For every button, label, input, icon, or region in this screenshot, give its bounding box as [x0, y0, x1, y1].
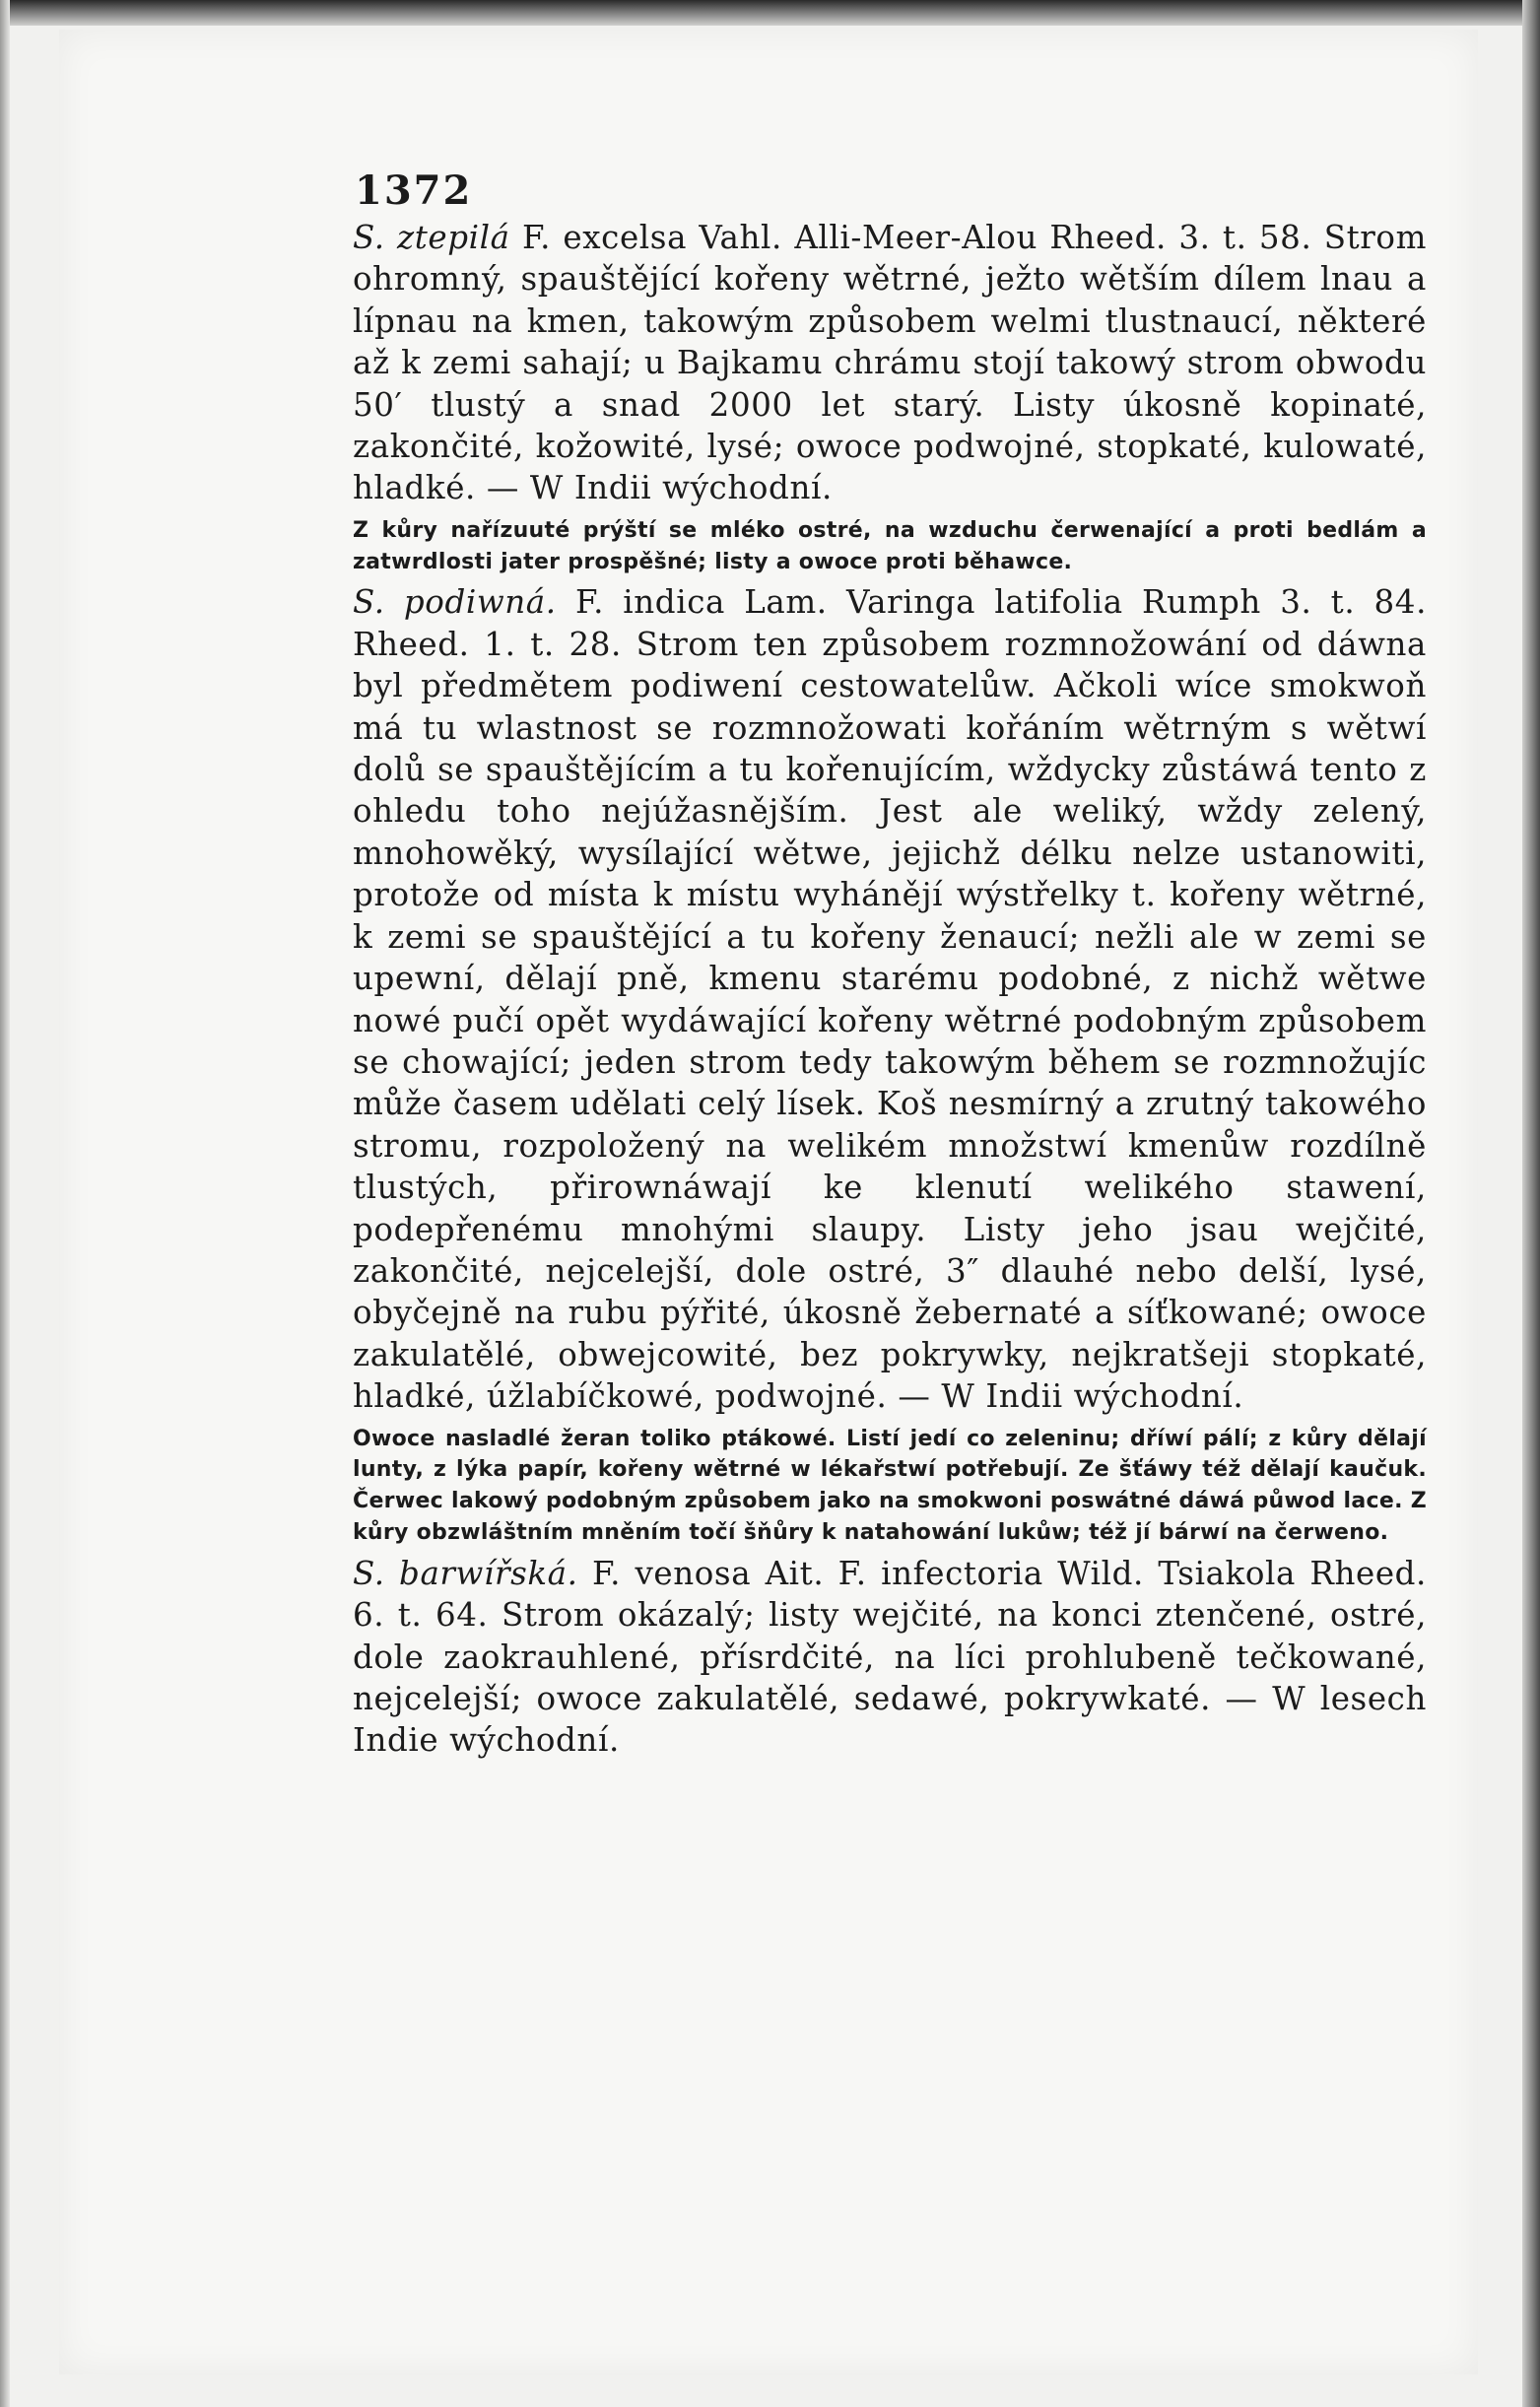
entry-text: F. excelsa Vahl. Alli-Meer-Alou Rheed. 3. t. 58. Strom ohromný, spauštějící kořeny wětrné, ježto wětším dílem lnau a lípnau na kmen, takowým způsobem welmi tlustnaucí, některé až k zemi sahají; u Bajkamu chrámu stojí takowý strom obwodu 50′ tlustý a snad 2000 let starý. Listy úkosně kopinaté, zakončité, kožowité, lysé; owoce podwojné, stopkaté, kulowaté, hladké. — W Indii wýchodní.	[353, 219, 1427, 507]
scan-top-edge	[0, 0, 1540, 26]
scan-right-edge	[1522, 0, 1540, 2407]
page-number: 1372	[355, 167, 473, 214]
entry-paragraph	[353, 581, 1427, 1417]
species-name: S. podiwná.	[353, 583, 557, 622]
entry-paragraph	[353, 217, 1427, 509]
entry-paragraph	[353, 1553, 1427, 1762]
entry-text: F. indica Lam. Varinga latifolia Rumph 3. t. 84. Rheed. 1. t. 28. Strom ten způsobem rozmnožowání od dáwna byl předmětem podiwení cestowatelůw. Ačkoli wíce smokwoň má tu wlastnost se rozmnožowati kořáním wětrným s wětwí dolů se spauštějícím a tu kořenujícím, wždycky zůstáwá tento z ohledu toho nejúžasnějším. Jest ale weliký, wždy zelený, mnohowěký, wysílající wětwe, jejichž délku nelze ustanowiti, protože od místa k místu wyhánějí wýstřelky t. kořeny wětrné, k zemi se spauštějící a tu kořeny ženaucí; nežli ale w zemi se upewní, dělají pně, kmenu starému podobné, z nichž wětwe nowé pučí opět wydáwající kořeny wětrné podobným způsobem se chowající; jeden strom tedy takowým během se rozmnožujíc může časem udělati celý lísek. Koš nesmírný a zrutný takowého stromu, rozpoložený na welikém množstwí kmenůw rozdílně tlustých, přirownáwají ke klenutí welikého stawení, podepřenému mnohými slaupy. Listy jeho jsau wejčité, zakončité, nejcelejší, dole ostré, 3″ dlauhé nebo delší, lysé, obyčejně na rubu pýřité, úkosně žebernaté a síťkowané; owoce zakulatělé, obwejcowité, bez pokrywky, nejkratšeji stopkaté, hladké, úžlabíčkowé, podwojné. — W Indii wýchodní.	[353, 583, 1428, 1416]
entry-note: Z kůry nařízuuté prýští se mléko ostré, na wzduchu čerwenající a proti bedlám a zatwrdlosti jater prospěšné; listy a owoce proti běhawce.	[353, 517, 1427, 574]
species-name: S. barwířská.	[353, 1554, 578, 1592]
entry-note: Owoce nasladlé žeran toliko ptákowé. Listí jedí co zeleninu; dříwí pálí; z kůry dělají lunty, z lýka papír, kořeny wětrné w lékařstwí potřebují. Ze šťáwy též dělají kaučuk. Čerwec lakowý podobným způsobem jako na smokwoni poswátné dáwá půwod lace. Z kůry obzwláštním mněním točí šňůry k natahowání lukůw; též jí bárwí na čerweno.	[353, 1426, 1427, 1545]
scan-left-edge	[0, 0, 10, 2407]
entry-text: F. venosa Ait. F. infectoria Wild. Tsiakola Rheed. 6. t. 64. Strom okázalý; listy wejčité, na konci ztenčené, ostré, dole zaokrauhlené, přísrdčité, na líci prohlubeně tečkowané, nejcelejší; owoce zakulatělé, sedawé, pokrywkaté. — W lesech Indie wýchodní.	[353, 1554, 1427, 1760]
text-column	[353, 217, 1427, 1762]
species-name: S. ztepilá	[353, 219, 510, 256]
